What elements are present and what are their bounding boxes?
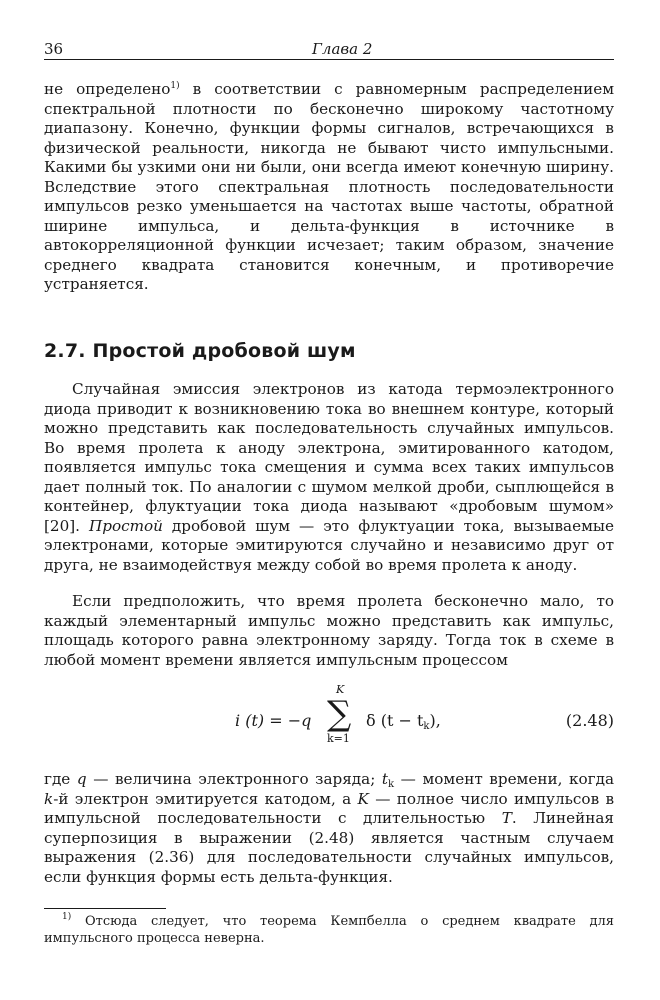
section-heading: 2.7. Простой дробовой шум <box>44 340 356 362</box>
delta-close: ), <box>429 711 441 730</box>
footnote-marker: 1) <box>170 81 180 91</box>
paragraph-shot-noise-intro <box>44 380 614 575</box>
var-T: T <box>501 809 512 827</box>
var-t-subscript: k <box>388 779 395 790</box>
text-span: где <box>44 770 77 788</box>
page-number: 36 <box>44 40 64 58</box>
equation-rhs <box>366 711 441 730</box>
var-q: q <box>76 770 87 788</box>
running-header <box>44 40 614 60</box>
emphasis-term: Простой <box>88 516 163 535</box>
var-k: k <box>44 789 54 808</box>
para1-text-b: в соответствии с равномерным распределением спектральной плотности по бесконечно широкому частотному диапазону. Конечно, функции формы сигналов, встречающихся в физической реальности, никогда не бывают чисто импульсными. Какими бы узкими они ни были, они всегда имеют конечную ширину. Вследствие этого спектральная плотность последовательности импульсов резко уменьшается на частотах выше частоты, обратной ширине импульса, и дельта-функция в источнике в автокорреляционной функции исчезает; таким образом, значение среднего квадрата становится конечным, и противоречие устраняется. <box>44 80 615 293</box>
equation-lhs-text: i (t) = −q <box>235 711 312 730</box>
paragraph-definitions <box>44 770 614 887</box>
footnote <box>44 913 614 947</box>
footnote-mark: 1) <box>62 912 72 922</box>
text-span: -й электрон эмитируется катодом, а <box>53 789 358 808</box>
paragraph-continuation <box>44 80 614 295</box>
var-K: K <box>357 789 369 808</box>
delta-term: δ (t − t <box>366 711 424 730</box>
paragraph-transit-time: Если предположить, что время пролета бесконечно мало, то каждый элементарный импульс можно представить как импульс, площадь которого равна электронному заряду. Тогда ток в схеме в любой момент времени является импульсным процессом <box>44 592 614 669</box>
equation-lhs <box>235 711 311 730</box>
text-span: — величина электронного заряда; <box>86 770 382 788</box>
sum-lower-limit: k=1 <box>327 732 350 745</box>
footnote-rule <box>44 908 166 909</box>
header-rule <box>44 59 614 60</box>
footnote-text: Отсюда следует, что теорема Кемпбелла о среднем квадрате для импульсного процесса неверна. <box>44 914 614 946</box>
equation-2-48 <box>44 683 614 753</box>
text-span: — полное число импульсов в импульсной последовательности с длительностью <box>44 789 614 827</box>
text-span: — момент времени, когда <box>394 770 615 788</box>
para2-text-b: дробовой шум — это флуктуации тока, вызываемые электронами, которые эмитируются случайно и независимо друг от друга, не взаимодействуя между собой во время пролета к аноду. <box>44 516 614 574</box>
text-span: . Линейная суперпозиция в выражении (2.48) является частным случаем выражения (2.36) для последовательности случайных импульсов, если функция формы есть дельта-функция. <box>44 809 615 886</box>
book-page <box>44 40 615 946</box>
sum-symbol: ∑ <box>327 694 352 734</box>
equation-number: (2.48) <box>565 711 614 730</box>
sum-upper-limit: K <box>336 683 345 696</box>
delta-subscript: k <box>423 721 430 732</box>
para2-text-a: Случайная эмиссия электронов из катода термоэлектронного диода приводит к возникновению тока во внешнем контуре, который можно представить как последовательность случайных импульсов. Во время пролета к аноду электрона, эмитированного катодом, появляется импульс тока смещения и сумма всех таких импульсов дает полный ток. По аналогии с шумом мелкой дроби, сыплющейся в контейнер, флуктуации тока диода называют «дробовым шумом» [20]. <box>44 380 614 535</box>
para1-text-a: не определено <box>44 80 171 98</box>
chapter-title: Глава 2 <box>312 40 373 58</box>
var-t: t <box>381 770 389 788</box>
